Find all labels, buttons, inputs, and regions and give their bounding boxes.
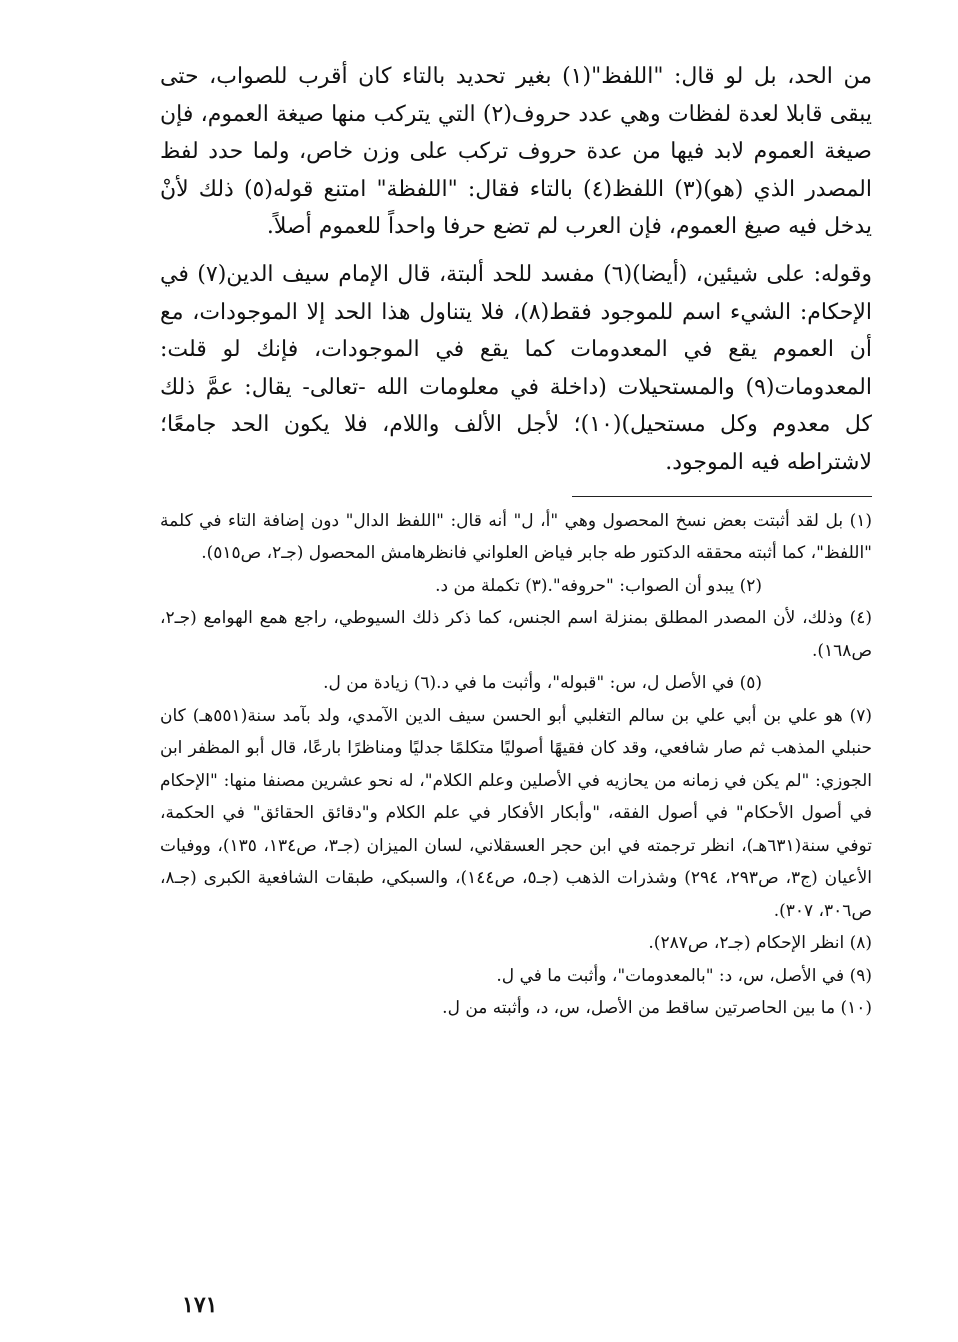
footnote-8: (٨) انظر الإحكام (جـ٢، ص٢٨٧). xyxy=(648,933,872,954)
footnote-separator xyxy=(572,496,872,497)
page-content xyxy=(160,58,872,1025)
footnote-9: (٩) في الأصل، س، د: "بالمعدومات"، وأثبت ما في ل. xyxy=(496,965,872,986)
footnote-1: (١) بل لقد أثبتت بعض نسخ المحصول وهي "أ، ل" أنه قال: "اللفظ الدال" دون إضافة التاء في كلمة "اللفظ"، كما أثبته محققه الدكتور طه جابر فياض العلواني فانظرهامش المحصول (جـ٢، ص٥١٥). xyxy=(160,510,872,564)
footnote-4: (٤) وذلك، لأن المصدر المطلق بمنزلة اسم الجنس، كما ذكر ذلك السيوطي، راجع همع الهوامع (جـ٢، ص١٦٨). xyxy=(160,608,872,661)
footnotes xyxy=(160,505,872,1025)
body-paragraph-1: من الحد، بل لو قال: "اللفظ"(١) بغير تحديد بالتاء كان أقرب للصواب، حتى يبقى قابلا لعدة لفظات وهي عدد حروف(٢) التي يتركب منها صيغة العموم، فإن صيغة العموم لابد فيها من عدة حروف تركب على وزن خاص، ولما حدد لفظ المصدر الذي (هو)(٣) اللفظ(٤) بالتاء فقال: "اللفظة" امتنع قوله(٥) ذلك لأنْ يدخل فيه صيغ العموم، فإن العرب لم تضع حرفا واحداً للعموم أصلاً. xyxy=(160,64,872,240)
footnote-10: (١٠) ما بين الحاصرتين ساقط من الأصل، س، د، وأثبته من ل. xyxy=(442,998,872,1019)
footnote-6: (٦) زيادة من ل. xyxy=(323,673,437,694)
footnote-7: (٧) هو علي بن أبي علي بن سالم التغلبي أبو الحسن سيف الدين الآمدي، ولد بآمد سنة(٥٥١هـ) كان حنبلي المذهب ثم صار شافعي، وقد كان فقيهًا أصوليًا متكلمًا جدليًا ومناظرًا بارعًا، قال أبو المظفر ابن الجوزي: "لم يكن في زمانه من يحازيه في الأصلين وعلم الكلام"، له نحو عشرين مصنفا منها: "الإحكام في أصول الأحكام" في أصول الفقه، "وأبكار الأفكار في علم الكلام و"دقائق الحقائق" في الحكمة، توفي سنة(٦٣١هـ)، انظر ترجمته في ابن حجر العسقلاني، لسان الميزان (جـ٣، ص١٣٤، ١٣٥)، ووفيات الأعيان (ج٣، ص٢٩٣، ٢٩٤) وشذرات الذهب (جـ٥، ص١٤٤)، والسبكي، طبقات الشافعية الكبرى (جـ٨، ص٣٠٦، ٣٠٧). xyxy=(160,705,873,921)
footnote-3: (٣) تكملة من د. xyxy=(435,575,548,596)
footnote-row-2-3 xyxy=(160,570,872,603)
footnote-5: (٥) في الأصل ل، س: "قبوله"، وأثبت ما في د. xyxy=(436,673,762,694)
body-paragraph-2: وقوله: على شيئين، (أيضا)(٦) مفسد للحد ألبتة، قال الإمام سيف الدين(٧) في الإحكام: الشيء اسم للموجود فقط(٨)، فلا يتناول هذا الحد إلا الموجودات، مع أن العموم يقع في المعدومات كما يقع في الموجودات، فإنك لو قلت: المعدومات(٩) والمستحيلات (داخلة في معلومات الله -تعالى- يقال: عمَّ ذلك كل معدوم وكل مستحيل)(١٠)؛ لأجل الألف واللام، فلا يكون الحد جامعًا؛ لاشتراطه فيه الموجود. xyxy=(160,261,872,475)
page-number: ١٧١ xyxy=(182,1292,218,1318)
footnote-row-5-6 xyxy=(160,667,872,700)
footnote-2: (٢) يبدو أن الصواب: "حروفه". xyxy=(547,575,762,596)
